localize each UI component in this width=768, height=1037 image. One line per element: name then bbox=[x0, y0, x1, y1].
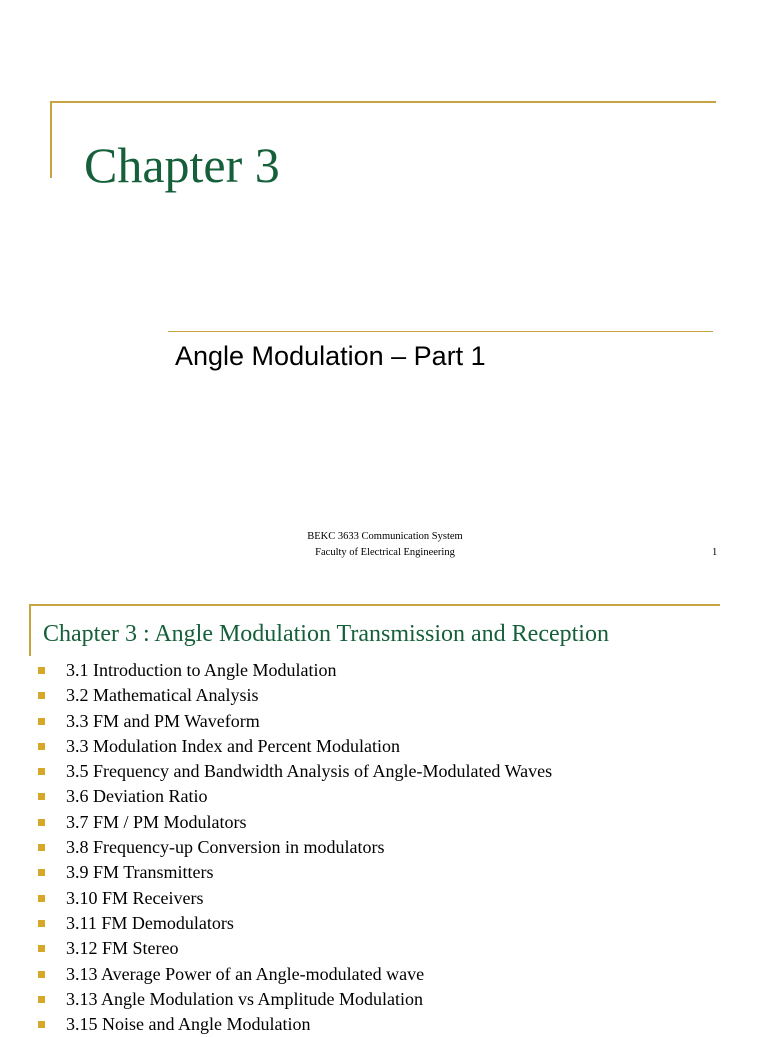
list-item-text: 3.3 Modulation Index and Percent Modulation bbox=[66, 735, 400, 756]
list-item bbox=[0, 734, 552, 759]
list-item bbox=[0, 1012, 552, 1037]
list-item-text: 3.7 FM / PM Modulators bbox=[66, 811, 247, 832]
list-item bbox=[0, 810, 552, 835]
list-item-text: 3.15 Noise and Angle Modulation bbox=[66, 1014, 311, 1035]
list-item bbox=[0, 962, 552, 987]
square-bullet-icon bbox=[38, 996, 45, 1003]
slide1-top-rule bbox=[50, 101, 716, 103]
square-bullet-icon bbox=[38, 895, 45, 902]
square-bullet-icon bbox=[38, 844, 45, 851]
list-item-text: 3.2 Mathematical Analysis bbox=[66, 685, 259, 706]
list-item-text: 3.13 Angle Modulation vs Amplitude Modulation bbox=[66, 988, 423, 1009]
square-bullet-icon bbox=[38, 971, 45, 978]
slide1-subtitle: Angle Modulation – Part 1 bbox=[175, 341, 486, 371]
list-item bbox=[0, 911, 552, 936]
slide1-title: Chapter 3 bbox=[84, 137, 280, 193]
square-bullet-icon bbox=[38, 768, 45, 775]
slide2-top-rule bbox=[29, 604, 720, 606]
list-item bbox=[0, 709, 552, 734]
square-bullet-icon bbox=[38, 692, 45, 699]
square-bullet-icon bbox=[38, 819, 45, 826]
square-bullet-icon bbox=[38, 718, 45, 725]
list-item-text: 3.10 FM Receivers bbox=[66, 887, 204, 908]
list-item bbox=[0, 784, 552, 809]
list-item bbox=[0, 683, 552, 708]
list-item-text: 3.9 FM Transmitters bbox=[66, 862, 214, 883]
list-item-text: 3.8 Frequency-up Conversion in modulators bbox=[66, 837, 385, 858]
contents-list bbox=[0, 658, 552, 1037]
list-item-text: 3.6 Deviation Ratio bbox=[66, 786, 208, 807]
list-item bbox=[0, 936, 552, 961]
list-item-text: 3.1 Introduction to Angle Modulation bbox=[66, 660, 337, 680]
list-item bbox=[0, 987, 552, 1012]
slide1-footer bbox=[250, 529, 520, 560]
page-number: 1 bbox=[712, 547, 718, 558]
slide1-subtitle-rule bbox=[168, 331, 713, 332]
slide2-title: Chapter 3 : Angle Modulation Transmission and Reception bbox=[43, 621, 609, 647]
slide1-left-rule bbox=[50, 101, 52, 178]
list-item bbox=[0, 759, 552, 784]
square-bullet-icon bbox=[38, 869, 45, 876]
square-bullet-icon bbox=[38, 920, 45, 927]
list-item bbox=[0, 860, 552, 885]
list-item-text: 3.3 FM and PM Waveform bbox=[66, 710, 260, 731]
list-item bbox=[0, 835, 552, 860]
list-item bbox=[0, 658, 552, 683]
list-item bbox=[0, 886, 552, 911]
list-item-text: 3.13 Average Power of an Angle-modulated wave bbox=[66, 963, 425, 984]
square-bullet-icon bbox=[38, 945, 45, 952]
list-item-text: 3.11 FM Demodulators bbox=[66, 912, 234, 933]
list-item-text: 3.12 FM Stereo bbox=[66, 938, 179, 959]
footer-faculty: Faculty of Electrical Engineering bbox=[315, 546, 455, 558]
slide2-left-rule bbox=[29, 604, 31, 656]
footer-course: BEKC 3633 Communication System bbox=[307, 531, 463, 542]
square-bullet-icon bbox=[38, 743, 45, 750]
square-bullet-icon bbox=[38, 793, 45, 800]
list-item-text: 3.5 Frequency and Bandwidth Analysis of Angle-Modulated Waves bbox=[66, 761, 553, 782]
square-bullet-icon bbox=[38, 667, 45, 674]
square-bullet-icon bbox=[38, 1021, 45, 1028]
